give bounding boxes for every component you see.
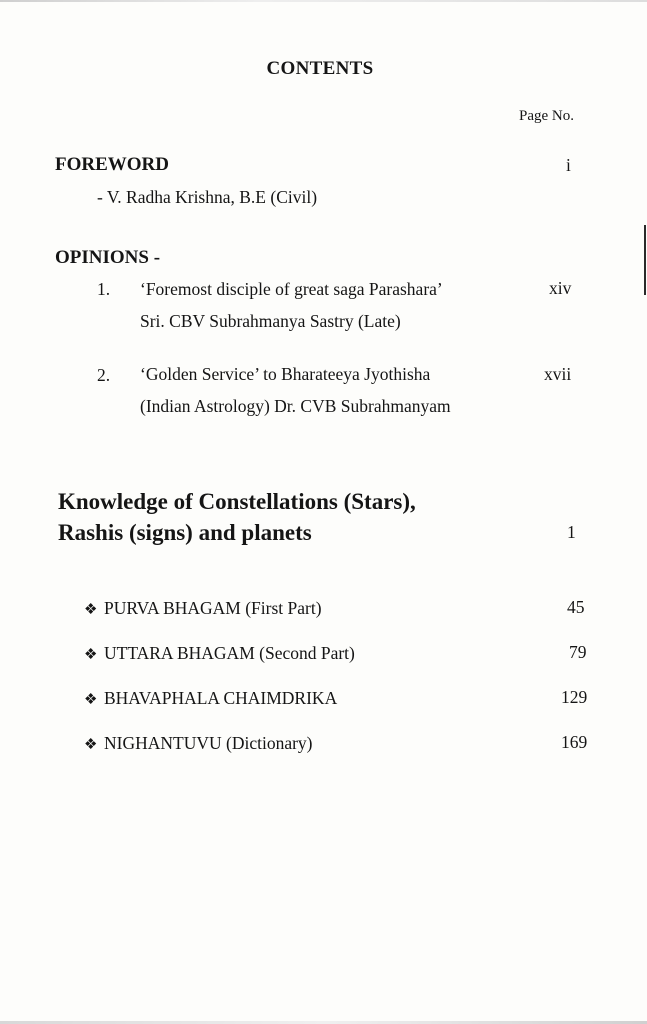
- part-page-number: 169: [561, 732, 588, 752]
- opinion-2-title: ‘Golden Service’ to Bharateeya Jyothisha: [140, 364, 431, 384]
- part-label: NIGHANTUVU (Dictionary): [104, 733, 313, 753]
- diamond-bullet-icon: ❖: [84, 692, 98, 708]
- part-label: BHAVAPHALA CHAIMDRIKA: [104, 688, 338, 708]
- foreword-page-number: i: [566, 155, 571, 175]
- part-page-number: 129: [561, 687, 588, 707]
- opinion-1-number: 1.: [97, 279, 111, 299]
- page-right-edge-shadow: [644, 225, 646, 295]
- foreword-author: - V. Radha Krishna, B.E (Civil): [97, 187, 318, 207]
- part-item-purva-bhagam: [84, 598, 322, 619]
- knowledge-page-number: 1: [567, 522, 576, 542]
- opinion-1-author: Sri. CBV Subrahmanya Sastry (Late): [140, 311, 401, 331]
- part-item-bhavaphala-chaimdrika: [84, 688, 337, 709]
- part-label: PURVA BHAGAM (First Part): [104, 598, 322, 618]
- opinion-2-number: 2.: [97, 365, 111, 385]
- foreword-heading: FOREWORD: [55, 154, 169, 175]
- page-number-header: Page No.: [519, 108, 574, 124]
- part-page-number: 79: [569, 642, 587, 662]
- page-top-edge: [0, 0, 647, 2]
- diamond-bullet-icon: ❖: [84, 602, 98, 618]
- opinion-1-title: ‘Foremost disciple of great saga Parashara’: [140, 279, 443, 299]
- knowledge-heading-line-2: Rashis (signs) and planets: [58, 520, 312, 545]
- part-item-uttara-bhagam: [84, 643, 355, 664]
- opinion-2-author: (Indian Astrology) Dr. CVB Subrahmanyam: [140, 396, 451, 416]
- part-label: UTTARA BHAGAM (Second Part): [104, 643, 355, 663]
- opinions-heading: OPINIONS -: [55, 247, 161, 268]
- page-title: CONTENTS: [266, 58, 374, 79]
- knowledge-heading-line-1: Knowledge of Constellations (Stars),: [58, 489, 416, 514]
- diamond-bullet-icon: ❖: [84, 647, 98, 663]
- opinion-1-page-number: xiv: [549, 278, 572, 298]
- opinion-2-page-number: xvii: [544, 364, 572, 384]
- part-page-number: 45: [567, 597, 585, 617]
- diamond-bullet-icon: ❖: [84, 737, 98, 753]
- part-item-nighantuvu: [84, 733, 313, 754]
